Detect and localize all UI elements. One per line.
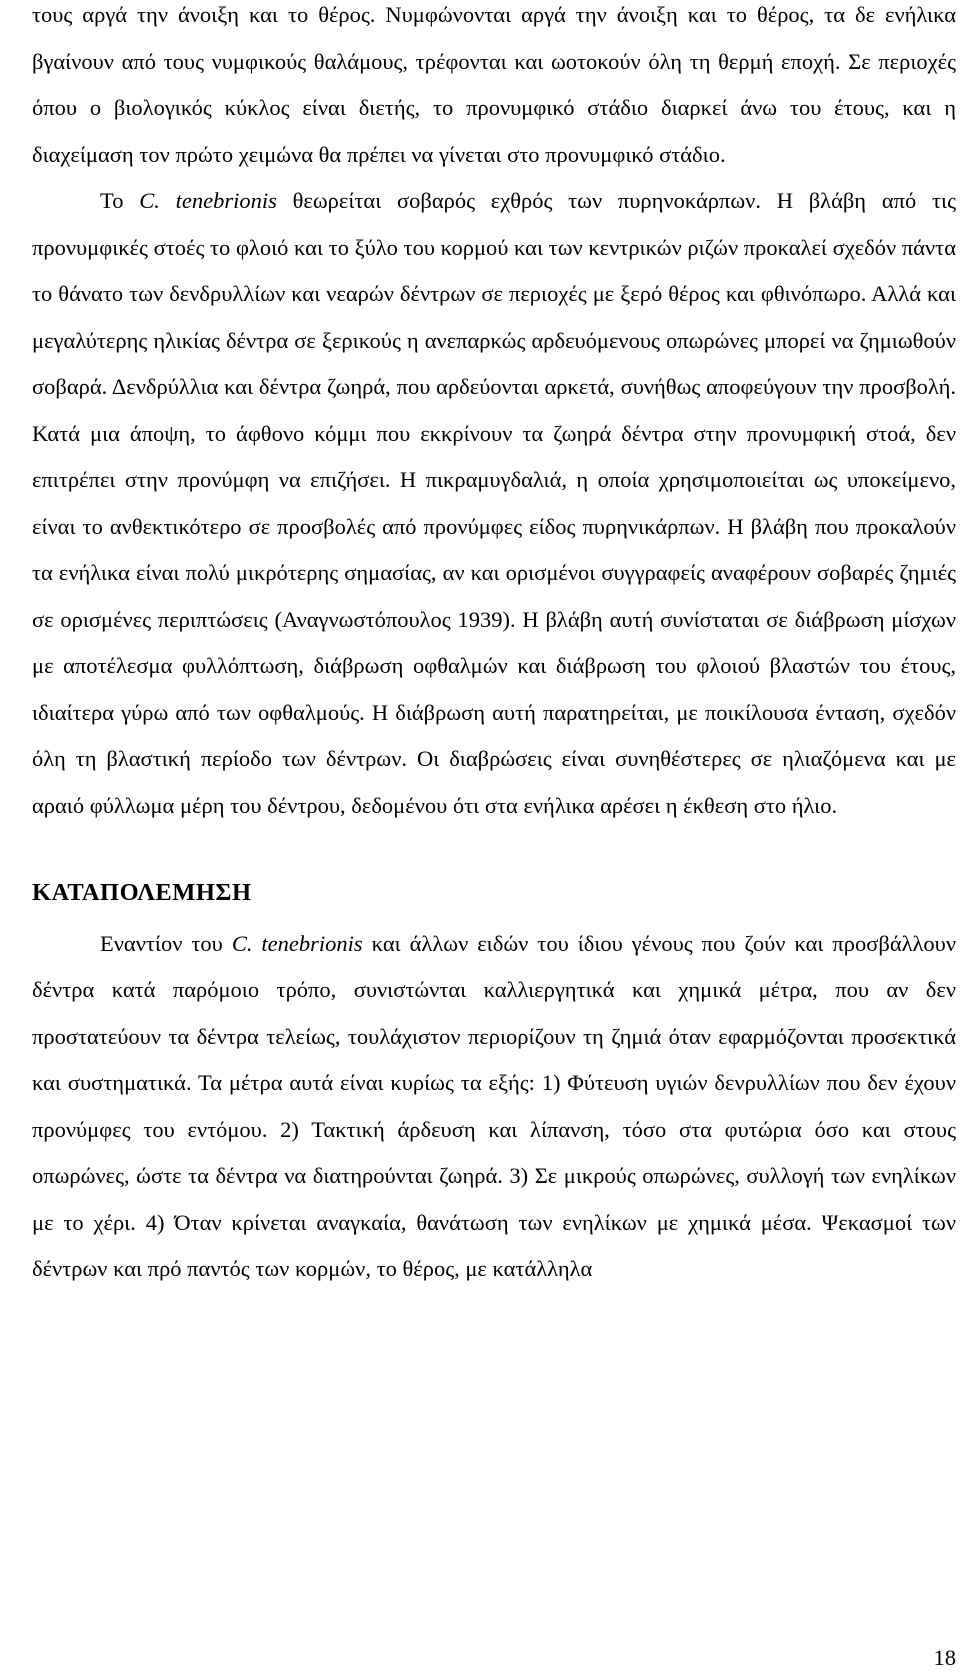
document-page <box>32 0 956 1293</box>
paragraph-control-text: και άλλων ειδών του ίδιου γένους που ζούν και προσβάλλουν δέντρα κατά παρόμοιο τρόπο, συνιστώνται καλλιεργητικά και χημικά μέτρα, που αν δεν προστατεύουν τα δέντρα τελείως, τουλάχιστον περιορίζουν τη ζημιά όταν εφαρμόζονται προσεκτικά και συστηματικά. Τα μέτρα αυτά είναι κυρίως τα εξής: 1) Φύτευση υγιών δενρυλλίων που δεν έχουν προνύμφες του εντόμου. 2) Τακτική άρδευση και λίπανση, τόσο στα φυτώρια όσο και στους οπωρώνες, ώστε τα δέντρα να διατηρούνται ζωηρά. 3) Σε μικρούς οπωρώνες, συλλογή των ενηλίκων με το χέρι. 4) Όταν κρίνεται αναγκαία, θανάτωση των ενηλίκων με χημικά μέσα. Ψεκασμοί των δέντρων και πρό παντός των κορμών, το θέρος, με κατάλληλα <box>32 930 956 1281</box>
paragraph-control <box>32 921 956 1293</box>
paragraph-damage-start: Το <box>100 188 140 213</box>
species-name: C. tenebrionis <box>139 188 277 213</box>
paragraph-damage <box>32 178 956 829</box>
section-heading: ΚΑΤΑΠΟΛΕΜΗΣΗ <box>32 879 252 906</box>
species-name: C. tenebrionis <box>231 930 363 956</box>
paragraph-life-cycle: τους αργά την άνοιξη και το θέρος. Νυμφώνονται αργά την άνοιξη και το θέρος, τα δε ενήλικα βγαίνουν από τους νυμφικούς θαλάμους, τρέφονται και ωοτοκούν όλη τη θερμή εποχή. Σε περιοχές όπου ο βιολογικός κύκλος είναι διετής, το προνυμφικό στάδιο διαρκεί άνω του έτους, και η διαχείμαση τον πρώτο χειμώνα θα πρέπει να γίνεται στο προνυμφικό στάδιο. <box>32 2 956 167</box>
page-number: 18 <box>933 1645 956 1670</box>
paragraph-damage-text: θεωρείται σοβαρός εχθρός των πυρηνοκάρπων. Η βλάβη από τις προνυμφικές στοές το φλοιό και το ξύλο του κορμού και των κεντρικών ριζών προκαλεί σχεδόν πάντα το θάνατο των δενδρυλλίων και νεαρών δέντρων σε περιοχές με ξερό θέρος και φθινόπωρο. Αλλά και μεγαλύτερης ηλικίας δέντρα σε ξερικούς η ανεπαρκώς αρδευόμενους οπωρώνες μπορεί να ζημιωθούν σοβαρά. Δενδρύλλια και δέντρα ζωηρά, που αρδεύονται αρκετά, συνήθως αποφεύγουν την προσβολή. Κατά μια άποψη, το άφθονο κόμμι που εκκρίνουν τα ζωηρά δέντρα στην προνυμφική στοά, δεν επιτρέπει στην προνύμφη να επιζήσει. Η πικραμυγδαλιά, η οποία χρησιμοποιείται ως υποκείμενο, είναι το ανθεκτικότερο σε προσβολές από προνύμφες είδος πυρηνικάρπων. Η βλάβη που προκαλούν τα ενήλικα είναι πολύ μικρότερης σημασίας, αν και ορισμένοι συγγραφείς αναφέρουν σοβαρές ζημιές σε ορισμένες περιπτώσεις (Αναγνωστόπουλος 1939). Η βλάβη αυτή συνίσταται σε διάβρωση μίσχων με αποτέλεσμα φυλλόπτωση, διάβρωση οφθαλμών και διάβρωση του φλοιού βλαστών του έτους, ιδιαίτερα γύρω από των οφθαλμούς. Η διάβρωση αυτή παρατηρείται, με ποικίλουσα ένταση, σχεδόν όλη τη βλαστική περίοδο των δέντρων. Οι διαβρώσεις είναι συνηθέστερες σε ηλιαζόμενα και με αραιό φύλλωμα μέρη του δέντρου, δεδομένου ότι στα ενήλικα αρέσει η έκθεση στο ήλιο. <box>32 188 956 818</box>
paragraph-control-start: Εναντίον του <box>100 930 232 956</box>
